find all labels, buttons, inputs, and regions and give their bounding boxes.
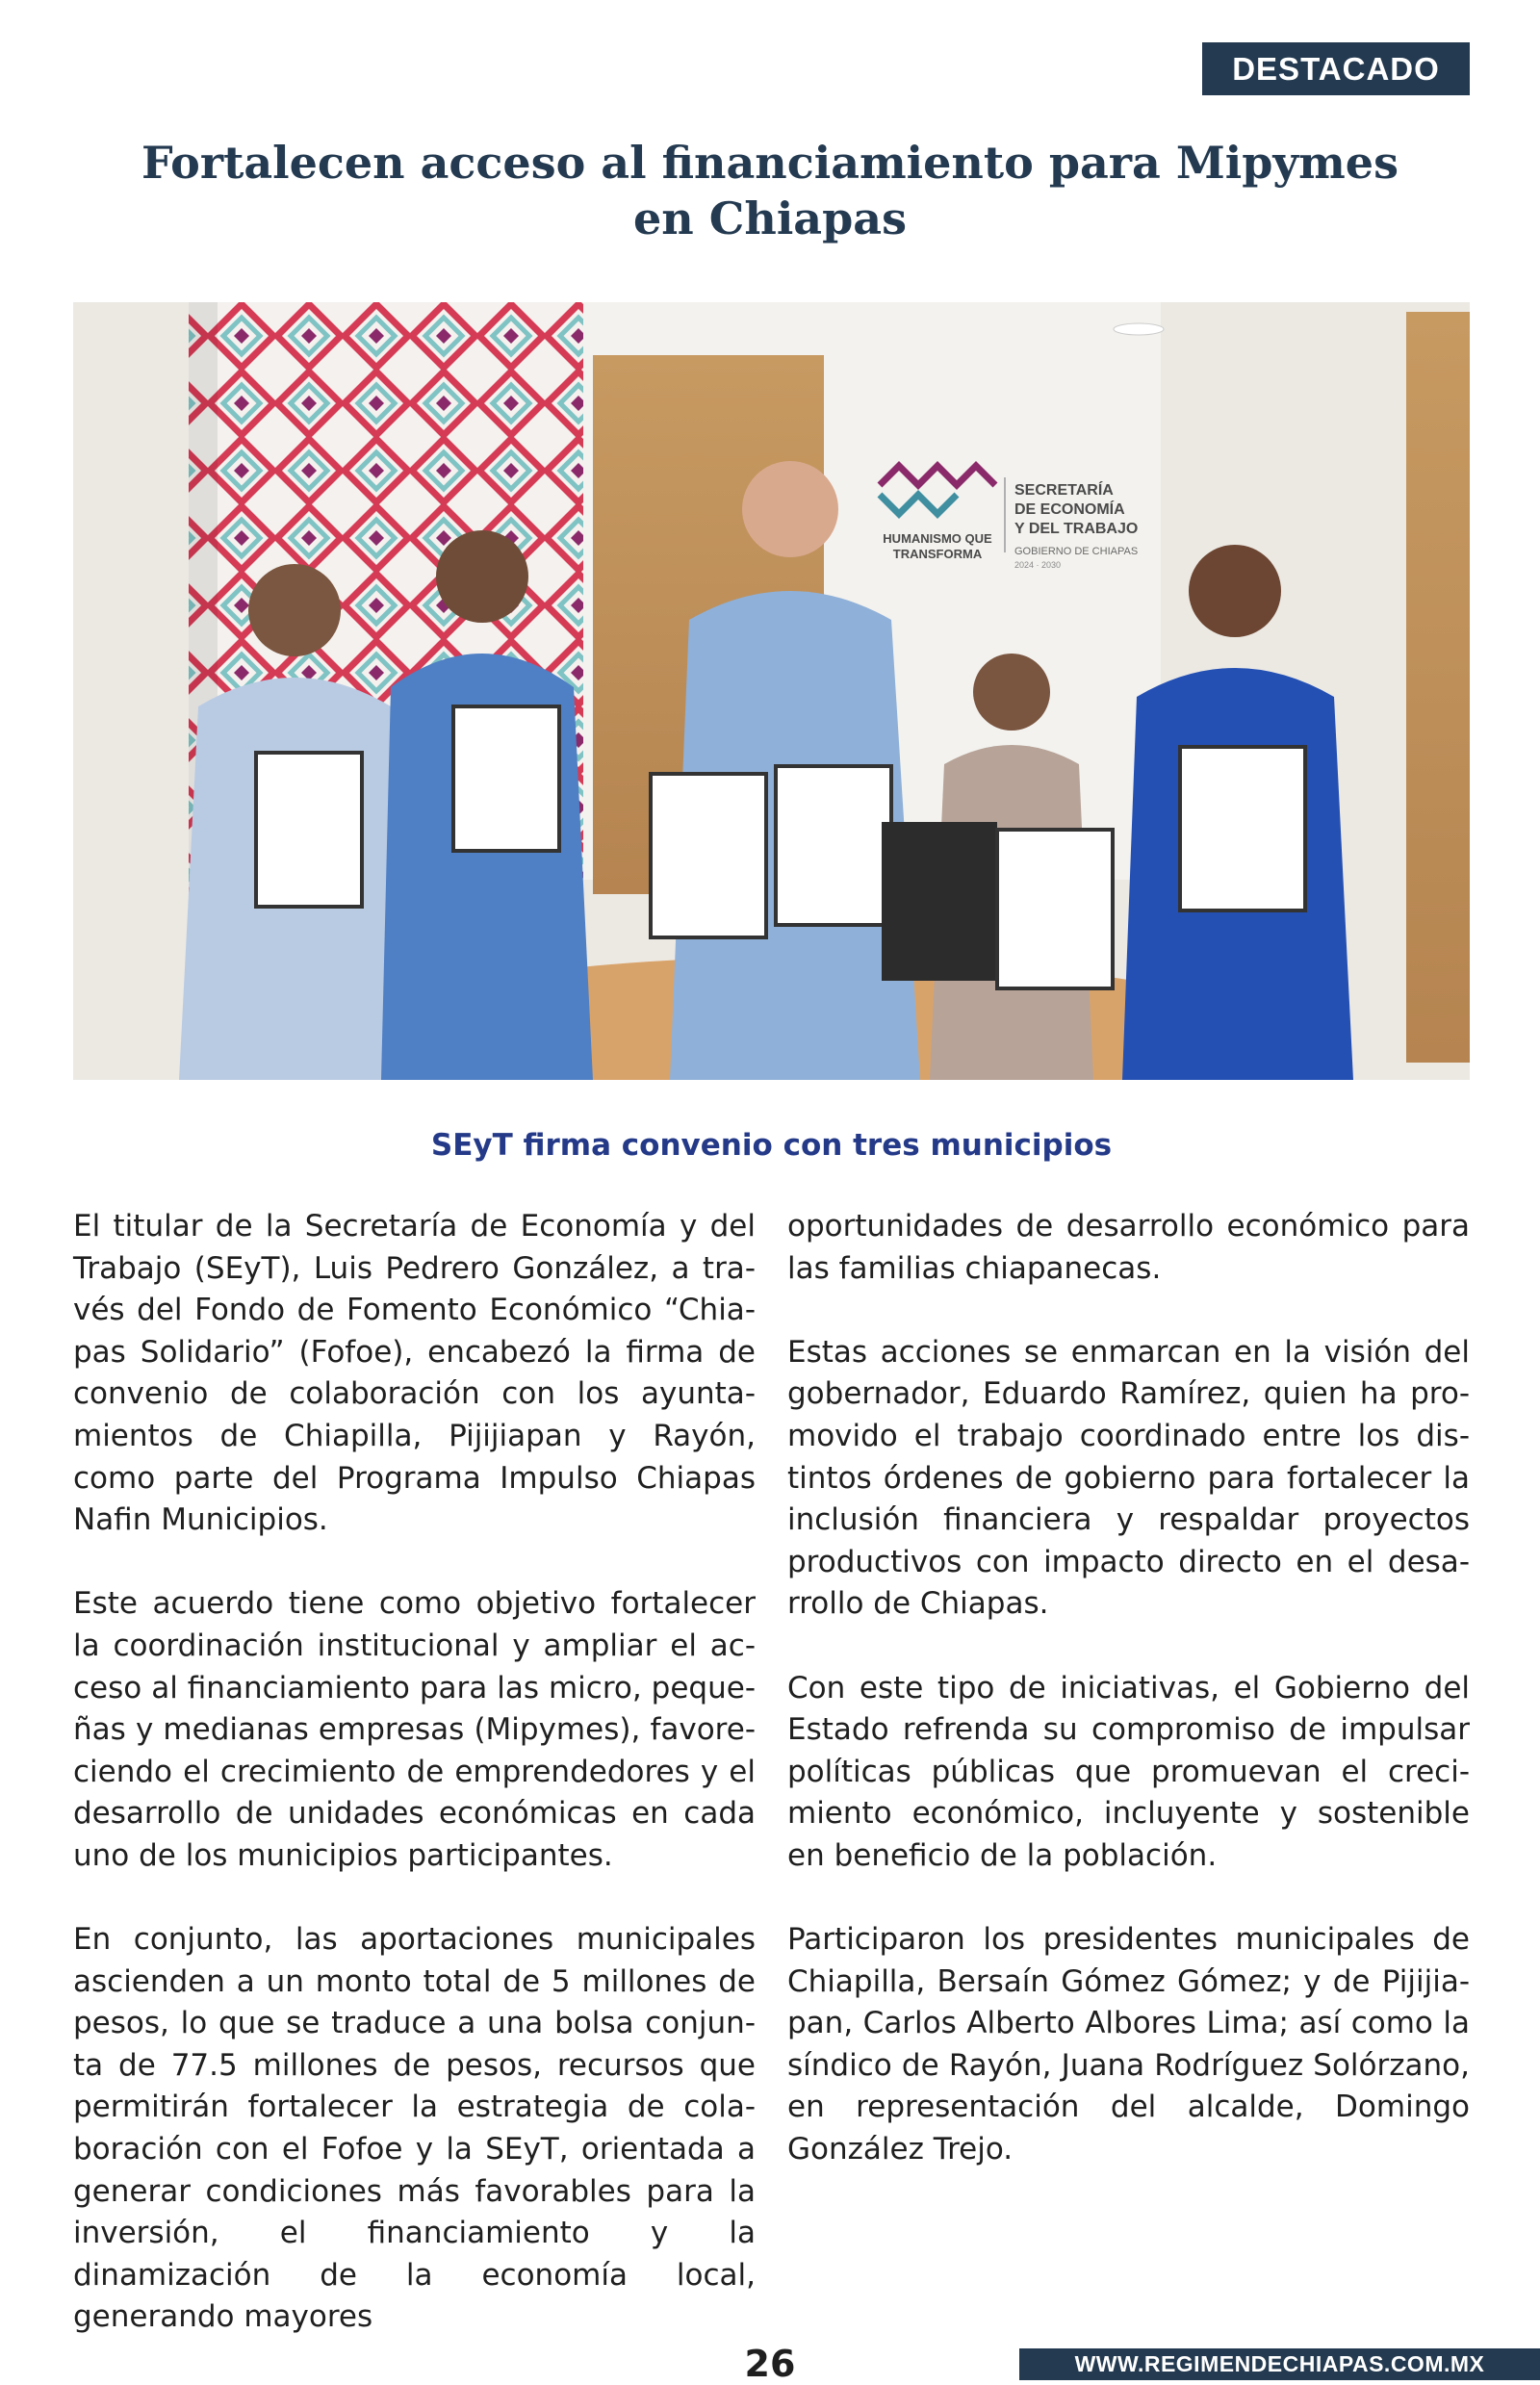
paragraph: Participaron los presidentes municipales de Chiapilla, Bersaín Gómez Gómez; y de Pijijiapan, Carlos Alberto Albores Lima; así como la síndico de Rayón, Juana Rodríguez Solórzano, en representación del alcalde, Domingo González Trejo. (787, 1922, 1470, 2167)
website-url: WWW.REGIMENDECHIAPAS.COM.MX (1074, 2351, 1485, 2376)
paragraph: El titular de la Secretaría de Economía y del Trabajo (SEyT), Luis Pedrero González, a través del Fondo de Fomento Económico “Chiapas Solidario” (Fofoe), encabezó la firma de convenio de colaboración con los ayuntamientos de Chiapilla, Pijijiapan y Rayón, como parte del Programa Impulso Chiapas Nafin Municipios. (73, 1209, 756, 1538)
paragraph: En conjunto, las aportaciones municipales ascienden a un monto total de 5 millones de pesos, lo que se traduce a una bolsa conjunta de 77.5 millones de pesos, recursos que permitirán fortalecer la estrategia de colaboración con el Fofoe y la SEyT, orientada a generar condiciones más favorables para la inversión, el financiamiento y la dinamización de la economía local, generando mayores (73, 1922, 756, 2335)
logo-line-1: HUMANISMO QUE (883, 531, 992, 546)
paragraph: Este acuerdo tiene como objetivo fortalecer la coordinación institucional y ampliar el acceso al financiamiento para las micro, pequeñas y medianas empresas (Mipymes), favoreciendo el crecimiento de emprendedores y el desarrollo de unidades económicas en cada uno de los municipios participantes. (73, 1586, 756, 1873)
section-badge: DESTACADO (1202, 42, 1470, 95)
sign-line-4: GOBIERNO DE CHIAPAS (1014, 546, 1139, 557)
article-column-left (73, 1206, 756, 2381)
sign-line-5: 2024 · 2030 (1014, 560, 1062, 570)
photo-caption: SEyT firma convenio con tres municipios (430, 1128, 1113, 1163)
paragraph: Con este tipo de iniciativas, el Gobierno del Estado refrenda su compromiso de impulsar políticas públicas que promuevan el crecimiento económico, incluyente y sostenible en beneficio de la población. (787, 1670, 1470, 1873)
paragraph: oportunidades de desarrollo económico para las familias chiapanecas. (787, 1209, 1470, 1286)
sign-line-1: SECRETARÍA (1014, 482, 1114, 499)
logo-line-2: TRANSFORMA (892, 547, 983, 561)
article-column-right (787, 1206, 1470, 2213)
paragraph: Estas acciones se enmarcan en la visión del gobernador, Eduardo Ramírez, quien ha promovido el trabajo coordinado entre los distintos órdenes de gobierno para fortalecer la inclusión financiera y respaldar proyectos productivos con impacto directo en el desarrollo de Chiapas. (787, 1334, 1470, 1622)
article-photo (73, 302, 1470, 1080)
sign-line-3: Y DEL TRABAJO (1014, 521, 1139, 537)
sign-line-2: DE ECONOMÍA (1014, 501, 1125, 518)
article-title: Fortalecen acceso al financiamiento para Mipymes en Chiapas (141, 137, 1399, 244)
footer-bar (1019, 2348, 1540, 2380)
page-number: 26 (744, 2343, 796, 2385)
